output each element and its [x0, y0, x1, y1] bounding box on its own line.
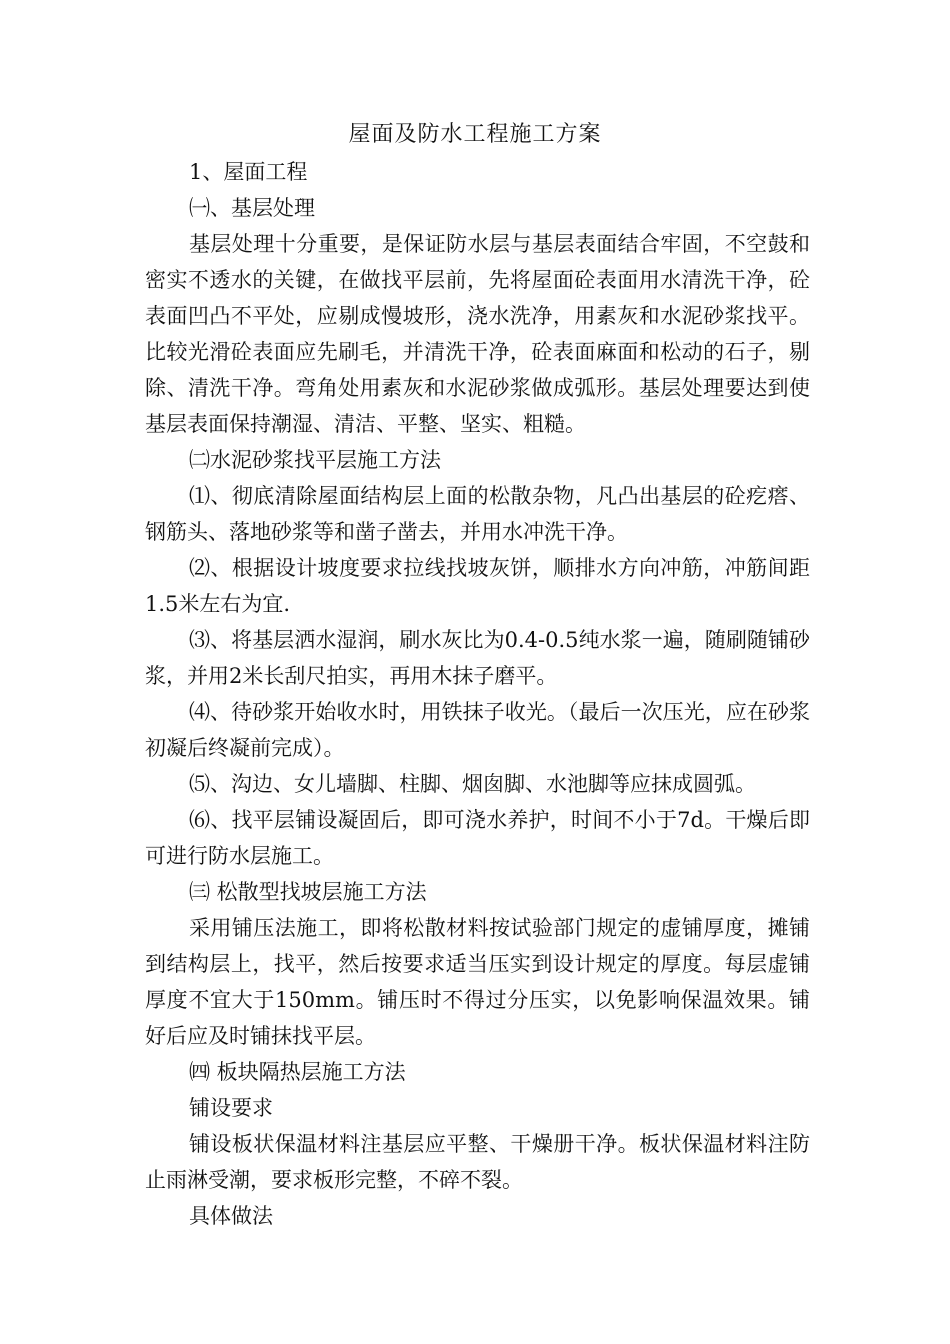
paragraph-laying-requirements: 铺设板状保温材料注基层应平整、干燥册干净。板状保温材料注防止雨淋受潮，要求板形完整，不碎不裂。: [145, 1132, 810, 1192]
paragraph-step-4: ⑷、待砂浆开始收水时，用铁抹子收光。（最后一次压光，应在砂浆初凝后终凝前完成）。: [145, 700, 810, 760]
subsection-heading-base-treatment: ㈠、基层处理: [189, 196, 315, 220]
paragraph-step-1: ⑴、彻底清除屋面结构层上面的松散杂物，凡凸出基层的砼疙瘩、钢筋头、落地砂浆等和凿子凿去，并用水冲洗干净。: [145, 484, 810, 544]
subsection-heading-slope-layer: ㈢ 松散型找坡层施工方法: [189, 880, 427, 904]
document-title: 屋面及防水工程施工方案: [348, 122, 602, 147]
paragraph-step-6: ⑹、找平层铺设凝固后，即可浇水养护，时间不小于7d。干燥后即可进行防水层施工。: [145, 808, 810, 868]
paragraph-base-treatment: 基层处理十分重要，是保证防水层与基层表面结合牢固，不空鼓和密实不透水的关键，在做找平层前，先将屋面砼表面用水清洗干净，砼表面凹凸不平处，应剔成慢坡形，浇水洗净，用素灰和水泥砂浆找平。比较光滑砼表面应先刷毛，并清洗干净，砼表面麻面和松动的石子，剔除、清洗干净。弯角处用素灰和水泥砂浆做成弧形。基层处理要达到使基层表面保持潮湿、清洁、平整、坚实、粗糙。: [145, 232, 810, 436]
subsection-heading-insulation-board: ㈣ 板块隔热层施工方法: [189, 1060, 406, 1084]
heading-specific-method: 具体做法: [189, 1204, 273, 1228]
paragraph-step-5: ⑸、沟边、女儿墙脚、柱脚、烟囱脚、水池脚等应抹成圆弧。: [189, 772, 756, 796]
heading-laying-requirements: 铺设要求: [189, 1096, 273, 1120]
paragraph-slope-layer: 采用铺压法施工，即将松散材料按试验部门规定的虚铺厚度，摊铺到结构层上，找平，然后按要求适当压实到设计规定的厚度。每层虚铺厚度不宜大于150mm。铺压时不得过分压实，以免影响保温效果。铺好后应及时铺抹找平层。: [145, 916, 810, 1048]
subsection-heading-leveling-layer: ㈡水泥砂浆找平层施工方法: [189, 448, 441, 472]
document-body: [145, 154, 810, 1234]
paragraph-step-2: ⑵、根据设计坡度要求拉线找坡灰饼，顺排水方向冲筋，冲筋间距1.5米左右为宜.: [145, 556, 810, 616]
paragraph-step-3: ⑶、将基层洒水湿润，刷水灰比为0.4-0.5纯水浆一遍，随刷随铺砂浆，并用2米长刮尺拍实，再用木抹子磨平。: [145, 628, 810, 688]
section-heading-roof-work: 1、屋面工程: [189, 160, 308, 184]
